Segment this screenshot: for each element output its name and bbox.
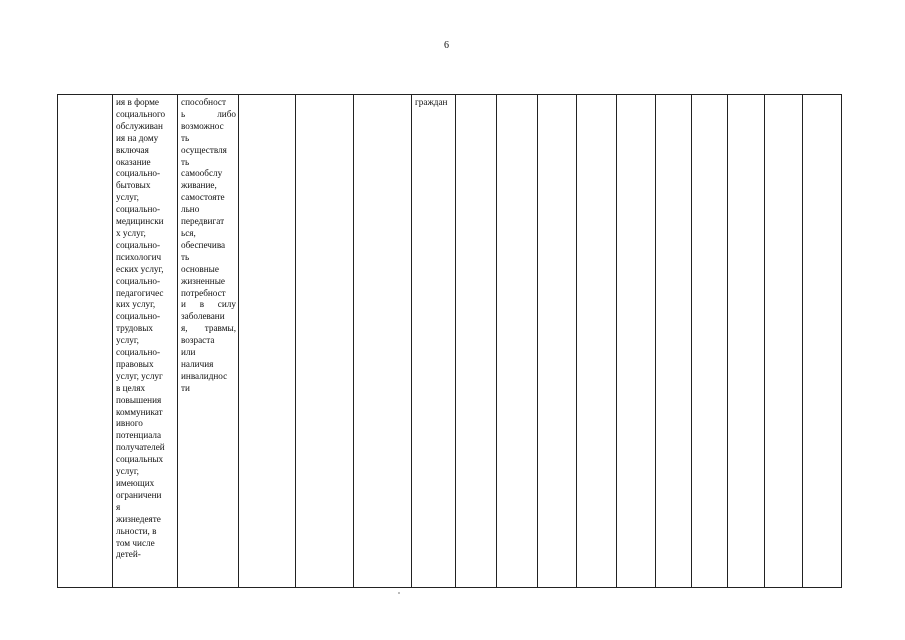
table-cell-4	[239, 95, 296, 588]
cell-text-line: заболевани	[181, 311, 225, 322]
cell-text-line: услуг,	[116, 335, 139, 346]
cell-text-line: ть	[181, 156, 190, 167]
cell-text-line: услуг,	[116, 192, 139, 203]
cell-text-line: ть	[181, 132, 190, 143]
cell-text-line: социально-	[116, 275, 161, 286]
table-cell-16	[765, 95, 803, 588]
cell-text-line: способност	[181, 97, 226, 107]
cell-text-line: возраста	[181, 335, 215, 346]
cell-text-line: потребност	[181, 287, 226, 298]
cell-text-line: получателей	[116, 442, 165, 453]
cell-text-line: социального	[116, 108, 166, 119]
cell-text-line: инвалиднос	[181, 370, 228, 381]
cell-text-line: в целях	[116, 382, 146, 393]
cell-text-line: ь либо	[181, 108, 236, 119]
cell-text-line: детей-	[116, 549, 141, 560]
cell-text-line: жизнедеяте	[116, 513, 161, 524]
cell-text-line: ограничени	[116, 489, 162, 500]
table-cell-11	[577, 95, 617, 588]
table-cell-13	[656, 95, 692, 588]
cell-text-line: еских услуг,	[116, 263, 164, 274]
table-cell-17	[803, 95, 842, 588]
cell-text-line: имеющих	[116, 478, 155, 488]
recipient-category-text: граждан	[415, 97, 448, 107]
cell-text-line: х услуг,	[116, 227, 146, 238]
cell-text-line: потенциала	[116, 430, 162, 441]
scan-speck	[398, 592, 400, 594]
cell-text-line: правовых	[116, 358, 154, 369]
cell-text-line: том числе	[116, 537, 155, 548]
cell-text-line: повышения	[116, 394, 162, 405]
cell-text-line: или	[181, 347, 196, 358]
cell-text-line: осуществля	[181, 144, 227, 155]
cell-text-line: возможнос	[181, 120, 224, 131]
cell-text-line: ься,	[181, 227, 196, 238]
cell-text-line: коммуникат	[116, 406, 163, 417]
cell-text-line: льно	[181, 204, 200, 215]
cell-text-line: услуг,	[116, 466, 139, 477]
cell-text-line: обслуживан	[116, 120, 163, 131]
cell-text-line: социально-	[116, 239, 161, 250]
cell-text-line: и в силу	[181, 299, 236, 310]
cell-text-line: наличия	[181, 358, 214, 369]
table-row	[58, 95, 842, 588]
service-description-text	[116, 97, 175, 561]
table-cell-9	[497, 95, 538, 588]
cell-text-line: я, травмы,	[181, 323, 236, 334]
cell-text-line: ивного	[116, 418, 143, 429]
table-cell-15	[728, 95, 765, 588]
cell-text-line: льности, в	[116, 525, 157, 536]
cell-text-line: услуг, услуг	[116, 370, 163, 381]
cell-text-line: ких услуг,	[116, 299, 156, 310]
cell-text-line: я	[116, 501, 121, 512]
table-cell-service-description	[113, 95, 178, 588]
services-table	[57, 94, 842, 588]
table-cell-5	[296, 95, 354, 588]
cell-text-line: бытовых	[116, 180, 151, 191]
cell-text-line: живание,	[181, 180, 217, 191]
cell-text-line: включая	[116, 144, 149, 155]
cell-text-line: социально-	[116, 168, 161, 179]
table-cell-8	[456, 95, 497, 588]
cell-text-line: самостояте	[181, 192, 225, 203]
table-cell-10	[538, 95, 577, 588]
cell-text-line: социально-	[116, 311, 161, 322]
cell-text-line: самообслу	[181, 168, 223, 179]
table-cell-recipient-category	[412, 95, 456, 588]
cell-text-line: жизненные	[181, 275, 225, 286]
cell-text-line: основные	[181, 263, 219, 274]
table-cell-recipient-condition	[178, 95, 239, 588]
cell-text-line: социально-	[116, 347, 161, 358]
cell-text-line: оказание	[116, 156, 151, 167]
table-cell-6	[354, 95, 412, 588]
cell-text-line: ть	[181, 251, 190, 262]
cell-text-line: ия на дому	[116, 132, 159, 143]
cell-text-line: социально-	[116, 204, 161, 215]
cell-text-line: ти	[181, 382, 190, 393]
cell-text-line: педагогичес	[116, 287, 164, 298]
cell-text-line: психологич	[116, 251, 162, 262]
cell-text-line: передвигат	[181, 216, 225, 227]
cell-text-line: медицински	[116, 216, 164, 227]
cell-text-line: социальных	[116, 454, 164, 465]
recipient-condition-text	[181, 97, 236, 395]
page-number: 6	[444, 40, 449, 51]
table-cell-12	[617, 95, 656, 588]
table-cell-14	[692, 95, 728, 588]
table-cell-1	[58, 95, 113, 588]
cell-text-line: трудовых	[116, 323, 153, 334]
cell-text-line: ия в форме	[116, 97, 159, 107]
cell-text-line: обеспечива	[181, 239, 226, 250]
